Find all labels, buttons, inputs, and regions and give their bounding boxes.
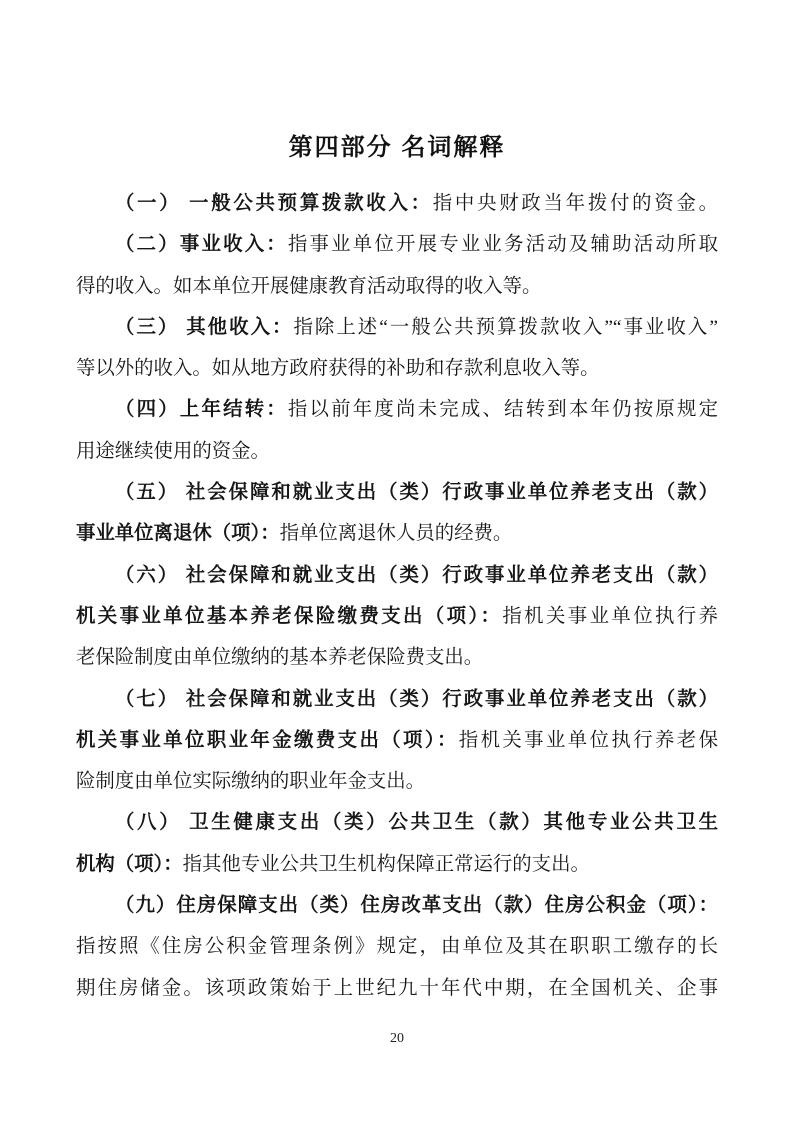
text-segment: 用途继续使用的资金。 (76, 440, 270, 462)
text-line (76, 513, 718, 554)
text-segment: 指按照《住房公积金管理条例》规定，由单位及其在职职工缴存的长 (76, 936, 718, 958)
text-line (76, 389, 718, 430)
paragraph (76, 307, 718, 390)
text-line (76, 968, 718, 1009)
text-line (76, 266, 718, 307)
text-segment: 老保险制度由单位缴纳的基本养老保险费支出。 (76, 647, 484, 669)
text-segment: （一） 一般公共预算拨款收入： (115, 193, 433, 214)
text-segment: （六） 社会保障和就业支出（类）行政事业单位养老支出（款） (115, 564, 718, 586)
text-line (76, 431, 718, 472)
text-line (76, 844, 718, 885)
text-segment: 指中央财政当年拨付的资金。 (432, 193, 718, 214)
text-segment: 机构（项）： (76, 853, 183, 875)
text-segment: （四）上年结转： (115, 399, 288, 421)
paragraph (76, 389, 718, 472)
text-line (76, 926, 718, 967)
text-line (76, 637, 718, 678)
text-segment: （五） 社会保障和就业支出（类）行政事业单位养老支出（款） (115, 482, 718, 504)
text-segment: （九）住房保障支出（类）住房改革支出（款）住房公积金（项）： (115, 895, 718, 917)
paragraph (76, 885, 718, 1009)
text-line (76, 224, 718, 265)
text-segment: 指除上述“一般公共预算拨款收入”“事业收入” (293, 316, 718, 338)
text-segment: 指事业单位开展专业业务活动及辅助活动所取 (287, 234, 718, 256)
paragraph (76, 472, 718, 555)
text-line (76, 472, 718, 513)
page-title: 第四部分 名词解释 (288, 134, 506, 161)
paragraph (76, 183, 718, 224)
text-segment: （三） 其他收入： (115, 316, 294, 338)
text-segment: （七） 社会保障和就业支出（类）行政事业单位养老支出（款） (115, 688, 718, 710)
text-segment: 期住房储金。该项政策始于上世纪九十年代中期，在全国机关、企事 (76, 977, 718, 999)
text-line (76, 596, 718, 637)
text-segment: 指其他专业公共卫生机构保障正常运行的支出。 (182, 853, 590, 875)
paragraph (76, 802, 718, 885)
text-line (76, 348, 718, 389)
text-line (76, 761, 718, 802)
text-line (76, 679, 718, 720)
text-line (76, 720, 718, 761)
paragraph (76, 555, 718, 679)
paragraph (76, 224, 718, 307)
text-segment: 指单位离退休人员的经费。 (279, 523, 513, 545)
text-line (76, 307, 718, 348)
text-segment: 险制度由单位实际缴纳的职业年金支出。 (76, 771, 426, 793)
text-segment: （二）事业收入： (115, 234, 288, 256)
text-line (76, 885, 718, 926)
text-segment: 指以前年度尚未完成、结转到本年仍按原规定 (287, 399, 718, 421)
text-segment: 指机关事业单位执行养老保 (458, 729, 718, 751)
text-segment: 机关事业单位基本养老保险缴费支出（项）： (76, 605, 503, 627)
text-segment: 得的收入。如本单位开展健康教育活动取得的收入等。 (76, 275, 542, 297)
text-line (76, 555, 718, 596)
text-segment: 事业单位离退休（项）： (76, 523, 280, 545)
text-line (76, 802, 718, 843)
text-line (76, 183, 718, 224)
text-segment: 机关事业单位职业年金缴费支出（项）： (76, 729, 459, 751)
text-segment: （八） 卫生健康支出（类）公共卫生（款）其他专业公共卫生 (115, 812, 718, 834)
text-segment: 等以外的收入。如从地方政府获得的补助和存款利息收入等。 (76, 358, 600, 380)
text-segment: 指机关事业单位执行养 (502, 605, 718, 627)
document-body (76, 183, 718, 1009)
page-number: 20 (390, 1031, 404, 1046)
paragraph (76, 679, 718, 803)
